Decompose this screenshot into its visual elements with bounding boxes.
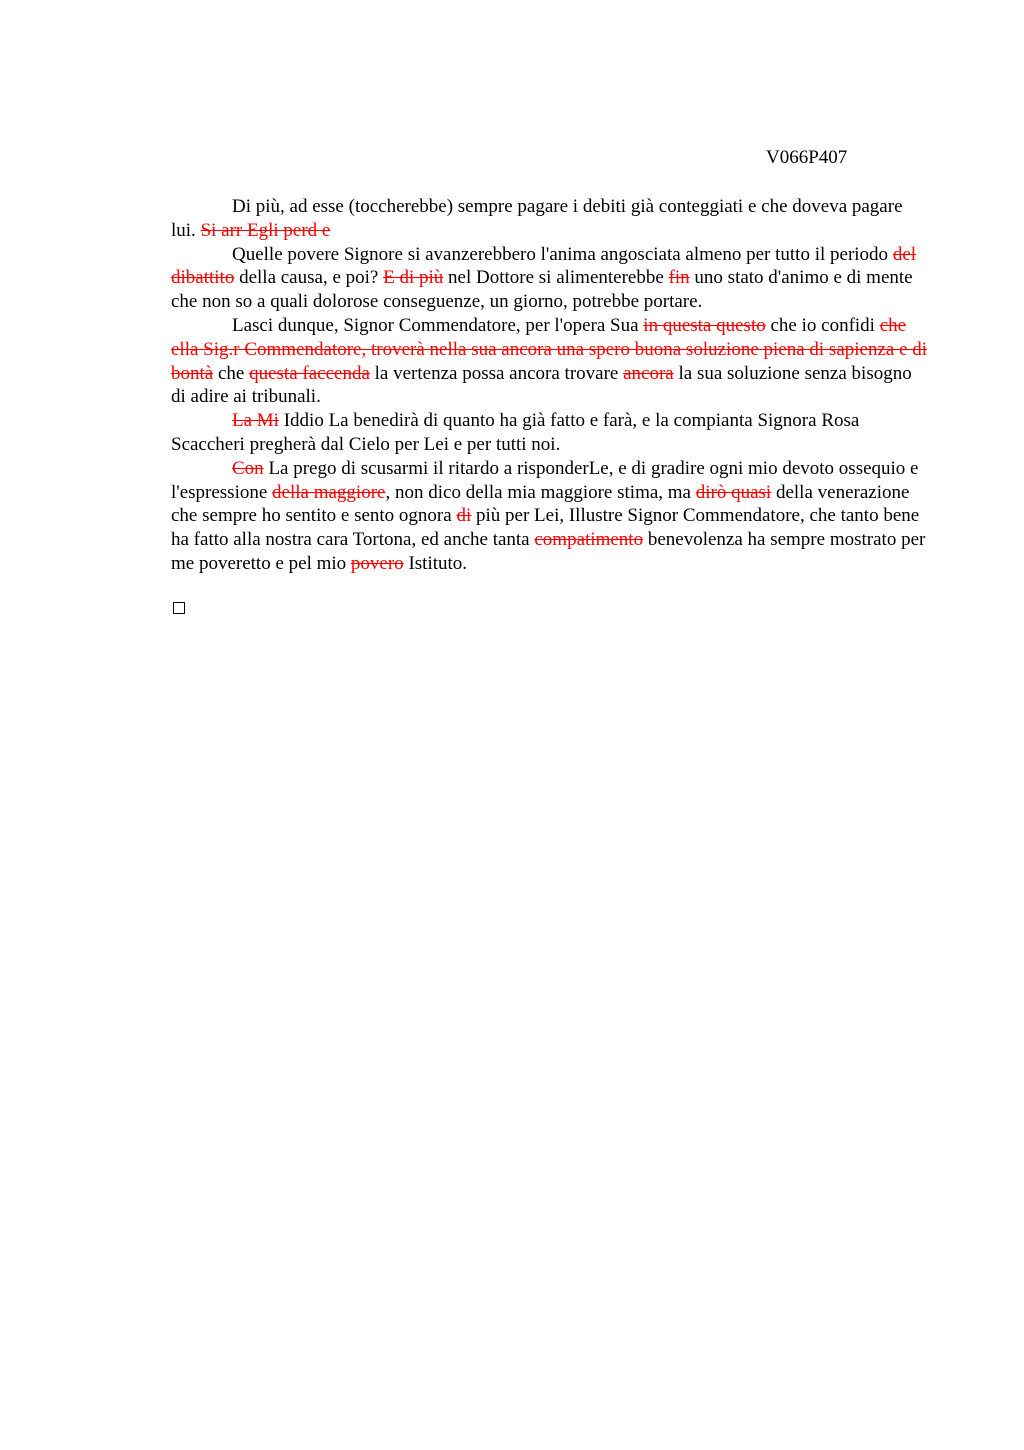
text-segment: la vertenza possa ancora trovare (369, 362, 624, 384)
paragraph (171, 243, 931, 314)
letter-body (171, 195, 931, 576)
page-reference: V066P407 (766, 147, 848, 168)
deleted-text: fin (668, 267, 690, 289)
deleted-text: Con (232, 457, 264, 479)
text-segment: Istituto. (403, 552, 468, 574)
paragraph (171, 314, 931, 409)
deleted-text: del dibattito (171, 243, 917, 289)
text-segment: più per Lei, Illustre Signor Commendatore, che tanto bene ha fatto alla nostra cara Tortona, ed anche tanta (171, 505, 920, 551)
deleted-text: ancora (623, 362, 674, 384)
deleted-text: E di più (383, 267, 444, 289)
text-segment: che (213, 362, 250, 384)
deleted-text: Si arr Egli perd e (200, 219, 331, 241)
text-segment: della venerazione che sempre ho sentito e sento ognora (171, 481, 910, 527)
deleted-text: di (456, 505, 472, 527)
deleted-text: dirò quasi (695, 481, 772, 503)
text-segment: uno stato d'animo e di mente che non so a quali dolorose conseguenze, un giorno, potrebbe portare. (171, 267, 913, 313)
text-segment: nel Dottore si alimenterebbe (443, 267, 669, 289)
checkbox-icon (173, 602, 185, 614)
deleted-text: povero (350, 552, 404, 574)
text-segment: benevolenza ha sempre mostrato per me poveretto e pel mio (171, 529, 926, 574)
deleted-text: che ella Sig.r Commendatore, troverà nella sua ancora una spero buona soluzione piena di sapienza e di bontà (171, 314, 928, 384)
text-segment: Quelle povere Signore si avanzerebbero l'anima angosciata almeno per tutto il periodo (232, 243, 893, 265)
text-segment: , non dico della mia maggiore stima, ma (385, 481, 696, 503)
text-segment: la sua soluzione senza bisogno di adire ai tribunali. (171, 362, 912, 408)
text-segment: che io confidi (765, 314, 880, 336)
deleted-text: della maggiore (272, 481, 386, 503)
deleted-text: questa faccenda (249, 362, 370, 384)
text-segment: della causa, e poi? (234, 267, 384, 289)
deleted-text: La Mi (232, 410, 279, 432)
text-segment: La prego di scusarmi il ritardo a risponderLe, e di gradire ogni mio devoto ossequio e l'espressione (171, 457, 919, 503)
text-segment: Lasci dunque, Signor Commendatore, per l'opera Sua (232, 314, 644, 336)
paragraph (171, 457, 931, 576)
paragraph (171, 409, 931, 457)
deleted-text: compatimento (534, 529, 644, 551)
paragraph (171, 195, 931, 243)
deleted-text: in questa questo (643, 314, 766, 336)
text-segment: Iddio La benedirà di quanto ha già fatto e farà, e la compianta Signora Rosa Scaccheri pregherà dal Cielo per Lei e per tutti noi. (171, 410, 860, 455)
text-segment: Di più, ad esse (toccherebbe) sempre pagare i debiti già conteggiati e che doveva pagare lui. (171, 196, 903, 241)
